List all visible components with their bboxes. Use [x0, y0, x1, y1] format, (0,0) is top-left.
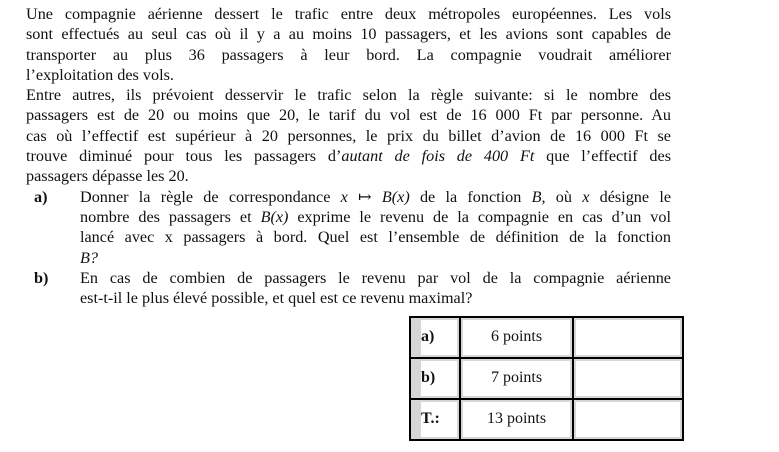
math-symbol: B	[531, 187, 542, 206]
question-b-line: est-t-il le plus élevé possible, et quel est ce revenu maximal?	[80, 289, 473, 308]
intro-paragraph	[26, 4, 671, 85]
question-text: nombre des passagers et	[80, 207, 261, 226]
intro-line: Une compagnie aérienne dessert le trafic entre deux métropoles européennes. Les vols	[26, 5, 671, 23]
rule-line: Entre autres, ils prévoient desservir le trafic selon la règle suivante: si le nombre des	[26, 86, 671, 105]
table-row	[410, 358, 683, 399]
rule-line: passagers est de 20 ou moins que 20, le tarif du vol est de 16 000 Ft par personne. Au	[26, 106, 671, 125]
score-box[interactable]	[576, 361, 680, 396]
question-text: , où	[541, 187, 583, 206]
score-box[interactable]	[576, 320, 680, 355]
rule-line	[26, 146, 671, 166]
intro-line: transporter au plus 36 passagers à leur bord. La compagnie voudrait améliorer	[26, 45, 671, 64]
row-points	[460, 358, 573, 399]
rule-paragraph	[26, 85, 671, 186]
question-a	[26, 187, 671, 268]
table-row	[410, 317, 683, 358]
row-label	[410, 358, 460, 399]
row-label-text: T.:	[421, 402, 457, 437]
rule-line-text: trouve diminué pour tous les passagers d’	[26, 147, 342, 166]
question-text: exprime le revenu de la compagnie en cas d’un vol	[288, 207, 671, 226]
row-label-text: b)	[421, 361, 457, 396]
score-box[interactable]	[576, 402, 680, 437]
math-symbol: x	[582, 187, 590, 206]
rule-line: passagers dépasse les 20.	[26, 167, 189, 186]
math-mapping: x ↦ B(x)	[340, 187, 410, 206]
row-points	[460, 317, 573, 358]
row-label-text: a)	[421, 320, 457, 355]
question-a-line: lancé avec x passagers à bord. Quel est l’ensemble de définition de la fonction	[80, 228, 671, 247]
question-a-line	[80, 187, 671, 207]
question-a-label: a)	[34, 187, 48, 206]
intro-line: l’exploitation des vols.	[26, 65, 174, 84]
question-b-line: En cas de combien de passagers le revenu par vol de la compagnie aérienne	[80, 268, 671, 287]
intro-line: sont effectués au seul cas où il y a au moins 10 passagers, et les avions sont capables de	[26, 25, 671, 44]
question-text: Donner la règle de correspondance	[80, 187, 341, 206]
math-expression: B(x)	[260, 207, 289, 226]
table-row	[410, 399, 683, 440]
question-b-text	[80, 268, 671, 309]
rule-line: cas où l’effectif est supérieur à 20 personnes, le prix du billet d’avion de 16 000 Ft se	[26, 126, 671, 145]
score-input-cell[interactable]	[573, 399, 683, 440]
rule-line-text: que l’effectif des	[534, 147, 672, 166]
exercise-text	[26, 4, 671, 308]
question-a-line	[80, 207, 671, 227]
row-label	[410, 399, 460, 440]
question-text: désigne le	[589, 187, 671, 206]
question-b-label: b)	[34, 268, 49, 287]
rule-emphasis: autant de fois de 400 Ft	[341, 147, 535, 166]
row-points-text: 13 points	[463, 402, 570, 437]
score-input-cell[interactable]	[573, 358, 683, 399]
question-a-line: B?	[80, 248, 98, 267]
question-a-text	[80, 187, 671, 268]
row-points-text: 6 points	[463, 320, 570, 355]
question-b	[26, 268, 671, 309]
question-text: de la fonction	[409, 187, 532, 206]
row-points-text: 7 points	[463, 361, 570, 396]
row-label	[410, 317, 460, 358]
row-points	[460, 399, 573, 440]
points-table	[409, 316, 684, 441]
score-input-cell[interactable]	[573, 317, 683, 358]
